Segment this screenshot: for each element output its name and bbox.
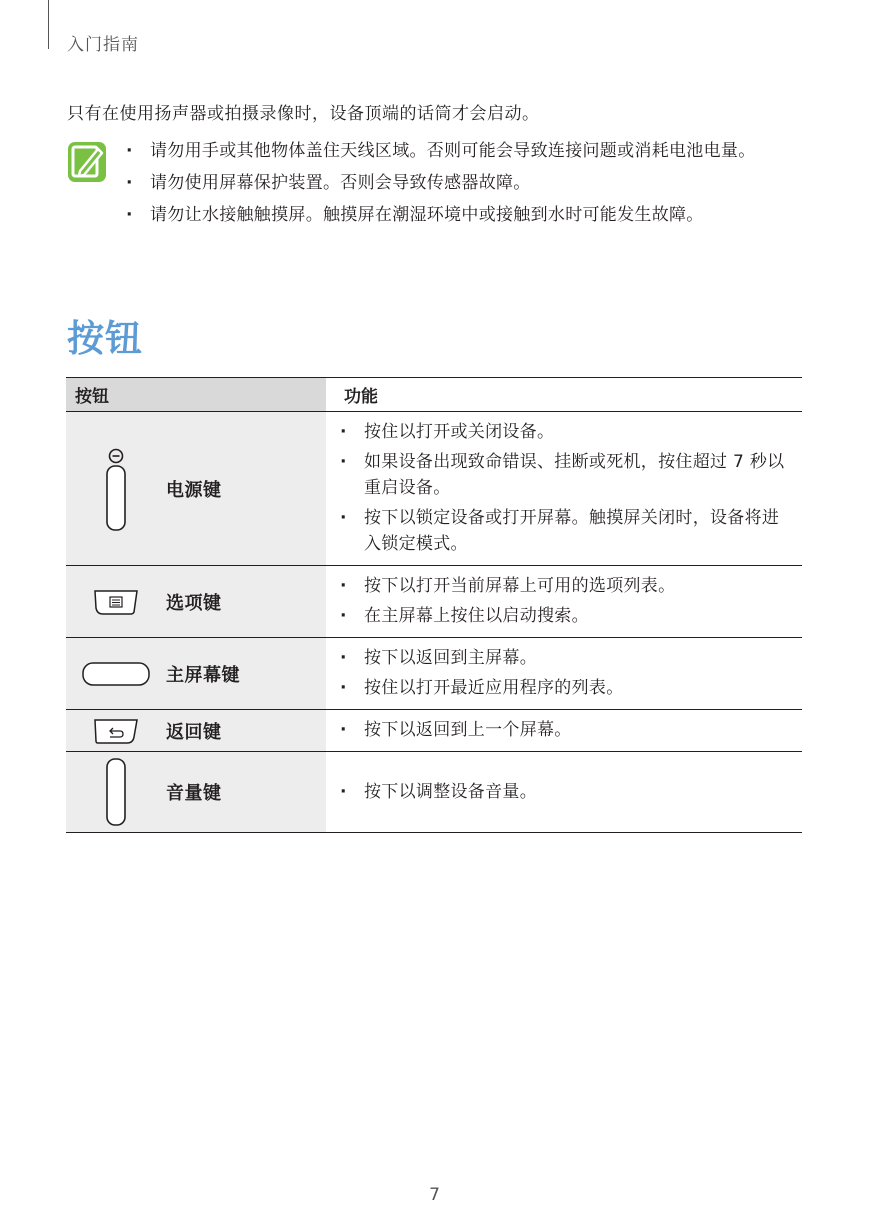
table-row-power [66, 412, 802, 566]
note-pencil-icon [67, 141, 107, 183]
buttons-table [66, 377, 802, 833]
section-title: 按钮 [67, 317, 143, 360]
function-item: · 按下以返回到主屏幕。 [340, 645, 794, 671]
function-item: · 按住以打开最近应用程序的列表。 [340, 675, 794, 701]
function-item: · 如果设备出现致命错误、挂断或死机，按住超过 7 秒以重启设备。 [340, 449, 794, 501]
note-list [126, 138, 806, 234]
note-item: · 请勿用手或其他物体盖住天线区域。否则可能会导致连接问题或消耗电池电量。 [126, 138, 806, 164]
button-name: 选项键 [166, 592, 222, 614]
note-item: · 请勿使用屏幕保护装置。否则会导致传感器故障。 [126, 170, 806, 196]
note-item: · 请勿让水接触触摸屏。触摸屏在潮湿环境中或接触到水时可能发生故障。 [126, 202, 806, 228]
options-key-icon [93, 588, 139, 616]
column-header-function: 功能 [326, 378, 802, 412]
page-number: 7 [429, 1185, 440, 1205]
function-item: · 按下以打开当前屏幕上可用的选项列表。 [340, 573, 794, 599]
function-item: · 在主屏幕上按住以启动搜索。 [340, 603, 794, 629]
header-rule [48, 0, 49, 49]
function-item: · 按下以锁定设备或打开屏幕。触摸屏关闭时，设备将进入锁定模式。 [340, 505, 794, 557]
table-row-back [66, 710, 802, 752]
button-name: 电源键 [166, 479, 222, 501]
button-name: 返回键 [166, 721, 222, 743]
button-name: 主屏幕键 [166, 664, 240, 686]
table-row-options [66, 566, 802, 638]
back-key-icon [93, 717, 139, 745]
column-header-button: 按钮 [66, 378, 326, 412]
table-row-volume [66, 752, 802, 833]
power-key-icon [104, 446, 128, 532]
breadcrumb: 入门指南 [67, 35, 139, 55]
function-item: · 按住以打开或关闭设备。 [340, 419, 794, 445]
function-item: · 按下以调整设备音量。 [340, 779, 794, 805]
function-item: · 按下以返回到上一个屏幕。 [340, 717, 794, 743]
button-name: 音量键 [166, 783, 222, 804]
volume-key-icon [104, 757, 128, 827]
intro-paragraph: 只有在使用扬声器或拍摄录像时，设备顶端的话筒才会启动。 [67, 104, 540, 124]
table-row-home [66, 638, 802, 710]
home-key-icon [81, 660, 151, 688]
